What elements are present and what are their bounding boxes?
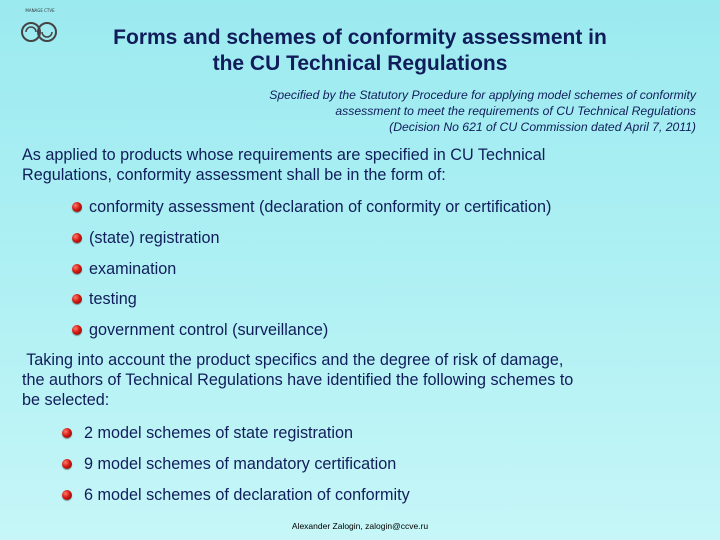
schemes-intro-paragraph bbox=[22, 350, 712, 410]
list-item-text: testing bbox=[89, 290, 137, 309]
bullet-icon bbox=[72, 233, 82, 243]
page-title bbox=[40, 25, 680, 77]
subtitle-line-3: (Decision No 621 of CU Commission dated April 7, 2011) bbox=[389, 120, 696, 134]
logo-caption: MANAGE CTVE bbox=[25, 8, 55, 13]
subtitle-line-2: assessment to meet the requirements of CU Technical Regulations bbox=[335, 104, 696, 118]
bullet-icon bbox=[72, 202, 82, 212]
list-item-text: 6 model schemes of declaration of conformity bbox=[84, 485, 410, 504]
list-item-text: 2 model schemes of state registration bbox=[84, 424, 354, 442]
schemes-intro-line-3: be selected: bbox=[22, 391, 110, 409]
bullet-icon bbox=[62, 490, 72, 500]
schemes-intro-line-1: Taking into account the product specifics and the degree of risk of damage, bbox=[22, 351, 564, 369]
subtitle-line-1: Specified by the Statutory Procedure for applying model schemes of conformity bbox=[269, 88, 696, 102]
list-item-text: examination bbox=[89, 259, 177, 278]
bullet-icon bbox=[62, 428, 72, 438]
bullet-icon bbox=[72, 264, 82, 274]
intro-line-2: Regulations, conformity assessment shall be in the form of: bbox=[22, 166, 446, 184]
title-line-2: the CU Technical Regulations bbox=[212, 52, 508, 75]
title-line-1: Forms and schemes of conformity assessment in bbox=[113, 26, 607, 49]
list-item-text: government control (surveillance) bbox=[89, 321, 329, 340]
intro-paragraph bbox=[22, 145, 702, 185]
intro-line-1: As applied to products whose requirements are specified in CU Technical bbox=[22, 146, 546, 164]
list-item-text: conformity assessment (declaration of conformity or certification) bbox=[89, 198, 552, 216]
subtitle bbox=[176, 87, 696, 135]
footer-credit: Alexander Zalogin, zalogin@ccve.ru bbox=[291, 521, 429, 531]
bullet-icon bbox=[72, 325, 82, 335]
bullet-icon bbox=[62, 459, 72, 469]
schemes-intro-line-2: the authors of Technical Regulations have identified the following schemes to bbox=[22, 371, 574, 389]
bullet-icon bbox=[72, 294, 82, 304]
list-item-text: (state) registration bbox=[89, 228, 220, 247]
list-item-text: 9 model schemes of mandatory certification bbox=[84, 454, 397, 473]
